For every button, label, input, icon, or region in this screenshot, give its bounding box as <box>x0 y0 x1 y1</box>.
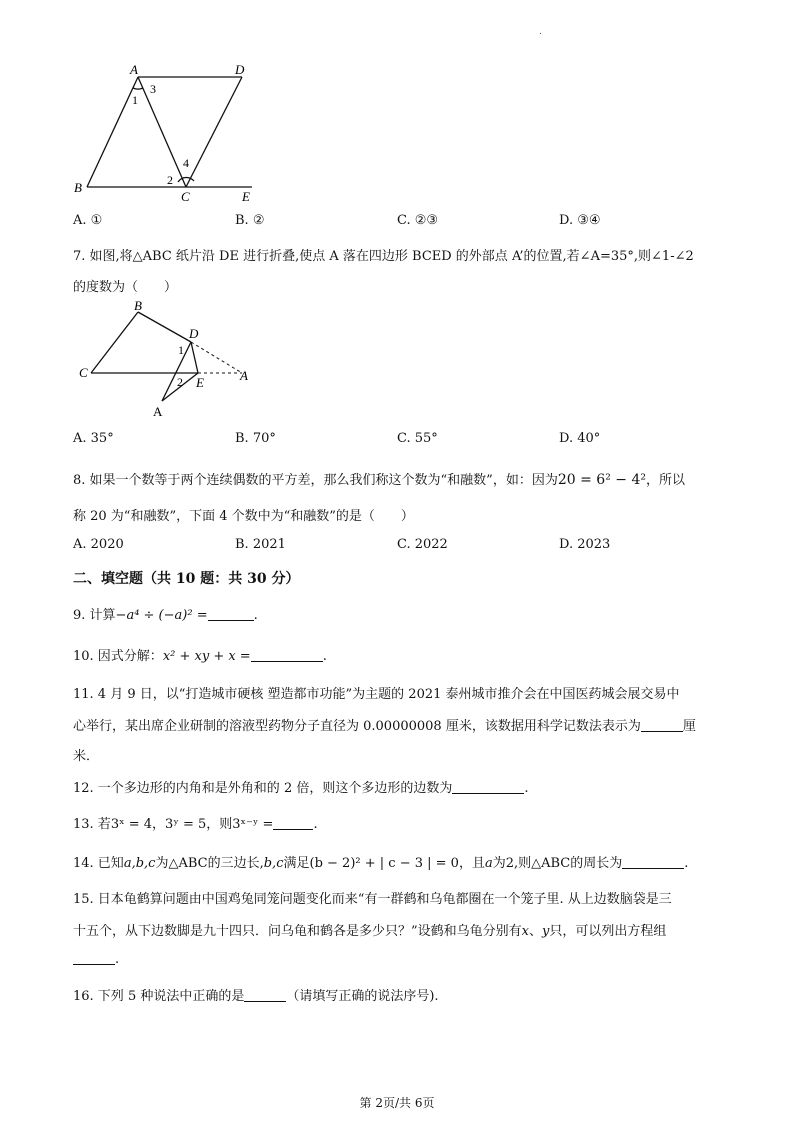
angle-label-3: 3 <box>150 82 156 96</box>
q12-answer-blank[interactable] <box>452 781 524 794</box>
q10-formula: x² + xy + x = <box>162 649 251 664</box>
q15-line1: 15. 日本龟鹤算问题由中国鸡兔同笼问题变化而来“有一群鹤和乌龟都圈在一个笼子里. 从上边数脑袋是三 <box>73 892 672 907</box>
q15-sep: 、 <box>529 924 543 939</box>
angle-label-1: 1 <box>178 343 184 357</box>
q6-option-b: B. ② <box>235 213 265 228</box>
q8-stem-suffix: ，所以 <box>645 473 685 488</box>
corner-mark: . <box>539 27 542 37</box>
q14 <box>73 852 688 871</box>
label-D: D <box>235 62 245 77</box>
q14-t3: 满足 <box>283 856 310 871</box>
label-A: A <box>130 62 138 77</box>
q9-prefix: 9. 计算 <box>73 608 116 623</box>
segment-BD <box>138 312 191 342</box>
q6-option-d: D. ③④ <box>559 213 601 228</box>
q7-option-c: C. 55° <box>397 431 438 446</box>
q14-triangle: △ABC <box>168 856 208 871</box>
q14-suffix: . <box>684 856 689 871</box>
q13-answer-blank[interactable] <box>273 817 313 830</box>
q7-option-b: B. 70° <box>235 431 276 446</box>
angle-arc-C <box>178 177 194 182</box>
q7-option-a: A. 35° <box>73 431 114 446</box>
section-title: 二、填空题（共 10 题：共 30 分） <box>73 571 300 587</box>
q14-pre: 14. 已知 <box>73 856 124 871</box>
q16-pre: 16. 下列 5 种说法中正确的是 <box>73 989 245 1004</box>
q11-answer-blank[interactable] <box>641 719 683 732</box>
q7-figure <box>74 298 264 423</box>
q6-figure <box>70 60 270 205</box>
q13-formula-2: 3ʸ = 5 <box>165 817 207 832</box>
q10 <box>73 645 327 664</box>
q14-t5: 为2,则 <box>492 856 532 871</box>
q11-line3: 米． <box>73 749 100 764</box>
q14-formula: (b − 2)² + | c − 3 | = 0 <box>309 856 459 871</box>
q13-formula-1: 3ˣ = 4 <box>110 817 153 832</box>
q11-line1: 11. 4 月 9 日，以“打造城市硬核 塑造都市功能”为主题的 2021 泰州城市推介会在中国医药城会展交易中 <box>73 687 680 702</box>
angle-label-1: 1 <box>132 93 138 107</box>
q15-var-x: x <box>521 924 529 939</box>
q8-option-c: C. 2022 <box>397 537 448 552</box>
q15-line2-text: 十五个，从下边数脚是九十四只．问乌龟和鹤各是多少只？”设鹤和乌龟分别有 <box>73 924 522 939</box>
label-A: A <box>240 368 248 383</box>
q7-stem-line1: 7. 如图,将△ABC 纸片沿 DE 进行折叠,使点 A 落在四边形 BCED 的外部点 A’的位置,若∠A=35°,则∠1-∠2 <box>73 249 694 264</box>
angle-label-2: 2 <box>167 173 173 187</box>
q14-t6: 的周长为 <box>570 856 623 871</box>
q15-suffix: . <box>115 952 120 967</box>
q7-stem-line2: 的度数为（ ） <box>73 280 178 295</box>
q11-line2 <box>73 715 696 734</box>
q9 <box>73 604 258 623</box>
angle-label-4: 4 <box>183 156 189 170</box>
q13-formula-3: 3ˣ⁻ʸ = <box>232 817 274 832</box>
segment-AC <box>138 77 186 187</box>
q8-option-a: A. 2020 <box>73 537 124 552</box>
q9-formula: −a⁴ ÷ (−a)² = <box>115 608 208 623</box>
label-C: C <box>181 189 190 204</box>
q14-a: a <box>484 856 493 871</box>
q15-line2-post: 只，可以列出方程组 <box>549 924 667 939</box>
q11-unit: 厘 <box>682 719 696 734</box>
label-D: D <box>189 326 199 341</box>
page-footer: 第 2页/共 6页 <box>359 1096 435 1110</box>
q15-answer-blank[interactable] <box>73 952 115 965</box>
q13 <box>73 813 318 832</box>
q6-option-c: C. ②③ <box>397 213 439 228</box>
fold-line-DE <box>191 342 198 373</box>
label-C: C <box>79 365 88 380</box>
q14-t2: 的三边长, <box>207 856 264 871</box>
q8-stem-line1 <box>73 469 685 488</box>
q10-answer-blank[interactable] <box>251 649 323 662</box>
q14-vars: a,b,c <box>123 856 156 871</box>
q8-formula: 20 = 6² − 4² <box>557 472 646 488</box>
q15-line2 <box>73 920 666 939</box>
segment-CB <box>91 312 138 373</box>
q12-suffix: . <box>524 781 529 796</box>
q8-option-b: B. 2021 <box>235 537 286 552</box>
q14-t1: 为 <box>155 856 169 871</box>
q6-option-a: A. ① <box>73 213 103 228</box>
q8-stem-text: 8. 如果一个数等于两个连续偶数的平方差，那么我们称这个数为“和融数”，如：因为 <box>73 473 558 488</box>
q10-prefix: 10. 因式分解： <box>73 649 163 664</box>
q12-text: 12. 一个多边形的内角和是外角和的 2 倍，则这个多边形的边数为 <box>73 781 453 796</box>
q9-suffix: . <box>253 608 258 623</box>
q10-suffix: . <box>322 649 327 664</box>
label-E: E <box>196 375 204 390</box>
segment-DC <box>186 77 242 187</box>
label-B: B <box>74 180 82 195</box>
angle-arc-A <box>133 88 143 89</box>
label-A-prime: A <box>153 404 163 419</box>
label-B: B <box>134 298 142 313</box>
q16 <box>73 985 439 1004</box>
q13-mid: ，则 <box>206 817 233 832</box>
q12 <box>73 777 528 796</box>
q9-answer-blank[interactable] <box>208 608 254 621</box>
q15-var-y: y <box>542 924 550 939</box>
q13-separator: ， <box>152 817 166 832</box>
q8-stem-line2: 称 20 为“和融数”，下面 4 个数中为“和融数”的是（ ） <box>73 509 414 524</box>
angle-label-2: 2 <box>177 375 183 389</box>
q14-triangle-2: △ABC <box>531 856 571 871</box>
q13-suffix: . <box>313 817 318 832</box>
q15-line3 <box>73 952 119 967</box>
segment-AB <box>87 77 138 187</box>
label-E: E <box>242 189 250 204</box>
q8-option-d: D. 2023 <box>559 537 611 552</box>
q16-post: （请填写正确的说法序号). <box>286 989 439 1004</box>
q7-option-d: D. 40° <box>559 431 601 446</box>
dashed-segment-DA <box>191 342 242 373</box>
q11-line2-text: 心举行，某出席企业研制的溶液型药物分子直径为 0.00000008 厘米，该数据用科学记数法表示为 <box>73 719 641 734</box>
q16-answer-blank[interactable] <box>244 989 286 1002</box>
q13-prefix: 13. 若 <box>73 817 111 832</box>
q14-vars2: b,c <box>263 856 284 871</box>
q14-answer-blank[interactable] <box>622 856 684 869</box>
q14-t4: ，且 <box>458 856 485 871</box>
segment-DA-prime <box>162 342 191 401</box>
